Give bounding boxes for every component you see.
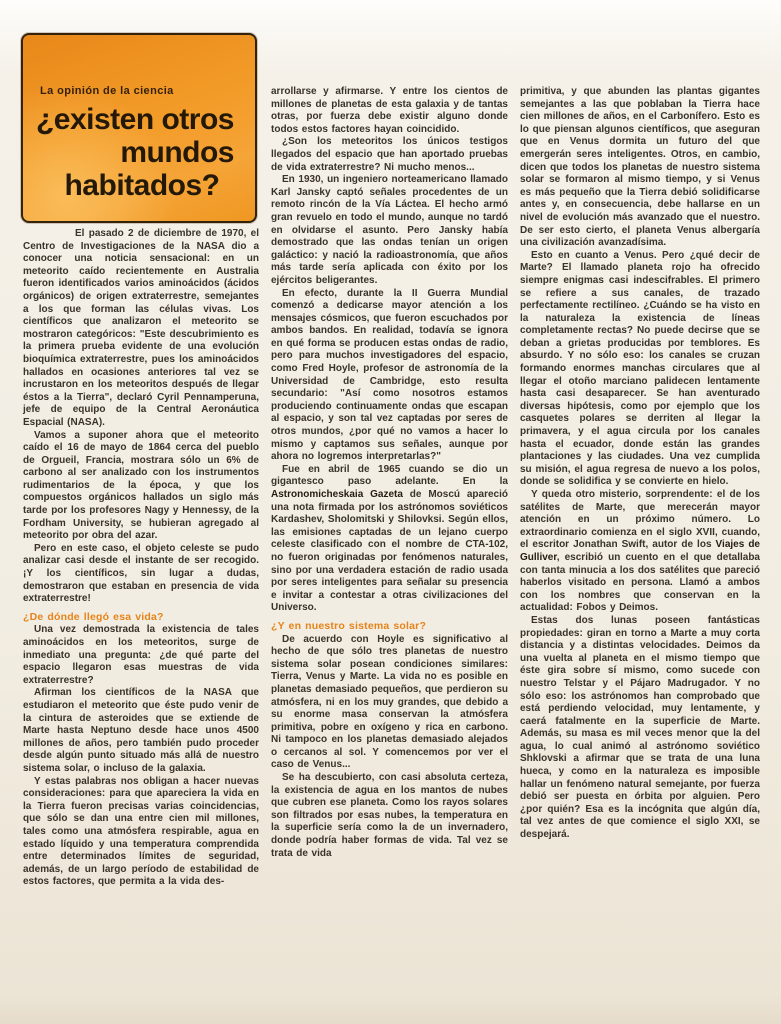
paragraph: Una vez demostrada la existencia de tales aminoácidos en los meteoritos, surge de inmediato una pregunta: ¿de qué parte del espacio llegaron esas muestras de vida extraterrestre? [23, 624, 259, 686]
kicker: La opinión de la ciencia [40, 85, 174, 97]
section-heading-solar-system: ¿Y en nuestro sistema solar? [271, 619, 427, 632]
article-title-line-2: mundos [120, 136, 234, 169]
article-title [23, 103, 255, 202]
article-title-line-1: ¿existen otros [35, 103, 234, 136]
paragraph-text: Y queda otro misterio, sorprendente: el de los satélites de Marte, que merecerán mayor atención en un próximo número. Lo extraordinario comienza en el siglo XVII, cuando, el escritor Jonathan Swift, autor de los [520, 489, 760, 551]
paragraph-text: de Moscú apareció una nota firmada por los astrónomos soviéticos Kardashev, Sholomitski y Shilovksi. Según ellos, las emisiones captadas de un lejano cuerpo celeste clasificado con el nombre de CTA-102, no fueron originadas por fenómenos naturales, sino por una verdadera estación de radio usada por seres inteligentes para señalar su presencia e invitar a contestar a otras civilizaciones del Universo. [271, 489, 508, 614]
paragraph: Esto en cuanto a Venus. Pero ¿qué decir de Marte? El llamado planeta rojo ha ofrecido siempre enigmas casi indescifrables. El primero se refiere a sus canales, de trazado perfectamente rectilíneo. ¿Cuándo se ha visto en la naturaleza la existencia de líneas completamente rectas? No puede decirse que se deban a grietas producidas por temblores. Es absurdo. Y no sólo eso: los canales se cruzan formando enormes manchas circulares que al llegar el otoño marciano palidecen lentamente hasta casi desaparecer. Se han aventurado diversas hipótesis, como por ejemplo que los casquetes polares se derriten al llegar la primavera, y el agua circula por los canales hasta el ecuador, donde están las grandes plantaciones y las ciudades. Una vez cumplida su misión, el agua regresa de nuevo a los polos, donde se solidifica y se convierte en hielo. [520, 249, 760, 488]
paragraph: Pero en este caso, el objeto celeste se pudo analizar casi desde el instante de ser recogido. ¡Y los científicos, sin lugar a dudas, demostraron que estaban en presencia de vida extraterrestre! [23, 542, 259, 605]
paragraph: El pasado 2 de diciembre de 1970, el Centro de Investigaciones de la NASA dio a conocer una noticia sensacional: en un meteorito caído recientemente en Australia fueron identificados varios aminoácidos (ácidos orgánicos) de origen extraterrestre, semejantes a los que forman las células vivas. Los científicos que analizaron el meteorito se mostraron categóricos: "Este descubrimiento es la primera prueba evidente de una evolución bioquímica extraterrestre, pues los aminoácidos hallados en ocasiones anteriores tal vez se incrustaron en los meteoritos después de llegar éstos a la Tierra", declaró Cyril Pennamperuna, jefe de equipo de la Central Aeronáutica Espacial (NASA). [23, 228, 259, 428]
text-column-2 [271, 86, 508, 860]
paragraph: ¿Son los meteoritos los únicos testigos llegados del espacio que han aportado pruebas de vida extraterrestre? Ni mucho menos... [271, 136, 508, 173]
paragraph: En efecto, durante la II Guerra Mundial comenzó a dedicarse mayor atención a los mensajes cósmicos, que fueron escuchados por ambos bandos. En realidad, todavía se ignora en qué forma se producen estas ondas de radio, pero para muchos investigadores del espacio, como Fred Hoyle, profesor de astronomía de la Universidad de Cambridge, esto resulta secundario: "Así como nosotros estamos produciendo continuamente ondas que escapan al espacio, y son tal vez captadas por seres de otros mundos, ¿por qué no vamos a hacer lo mismo y captamos sus señales, aunque por ahora no logremos interpretarlas?" [271, 287, 508, 463]
text-column-1 [23, 228, 259, 889]
paragraph: arrollarse y afirmarse. Y entre los cientos de millones de planetas de esta galaxia y de tantas otras, por fuerza debe existir alguno donde todos estos factores hayan coincidido. [271, 86, 508, 135]
text-column-3 [520, 86, 760, 842]
article-title-line-3: habitados? [64, 169, 220, 202]
paragraph: primitiva, y que abunden las plantas gigantes semejantes a las que poblaban la Tierra hace cien millones de años, en el Carbonífero. Esto es lo que piensan algunos científicos, que aseguran que en Venus dormita un futuro del que emergerán seres inteligentes. Otros, en cambio, dicen que todos los planetas de nuestro sistema solar se formaron al mismo tiempo, y si Venus es más pequeño que la Tierra debió solidificarse antes y, en consecuencia, debe hallarse en un nivel de evolución más avanzado que el nuestro. De ser esto cierto, el planeta Venus albergaría una civilización avanzadísima. [520, 86, 760, 249]
paragraph-text: , escribió un cuento en el que detallaba con tanta minucia a los dos satélites que pareció haberlos visitado en persona. Llamó a ambos con los nombres que conservan en la actualidad: Fobos y Deimos. [520, 551, 760, 614]
paragraph: De acuerdo con Hoyle es significativo al hecho de que sólo tres planetas de nuestro sistema solar posean condiciones similares: Tierra, Venus y Marte. La vida no es posible en planetas demasiado pequeños, que perdieron su atmósfera, ni en los muy grandes, que debido a su enorme masa conservan la atmósfera primitiva, pobre en oxígeno y rica en carbono. Ni tampoco en los planetas demasiado alejados o cercanos al sol. Y comencemos por ver el caso de Venus... [271, 633, 508, 771]
publication-title: Astronomicheskaia Gazeta [271, 489, 403, 500]
title-box [21, 33, 257, 223]
paragraph: Y estas palabras nos obligan a hacer nuevas consideraciones: para que apareciera la vida en la Tierra fueron precisas varias coincidencias, que sólo se dan una entre cien mil millones, tales como una atmósfera respirable, agua en estado líquido y una temperatura comprendida entre determinados límites de seguridad, además, de un largo período de estabilidad de estos factores, que permita a la vida des- [23, 775, 259, 888]
book-title: Viajes de Gulliver [520, 539, 760, 563]
paragraph: Vamos a suponer ahora que el meteorito caído el 16 de mayo de 1864 cerca del pueblo de Orgueil, Francia, mostrara sólo un 6% de carbono al ser analizado con los instrumentos rudimentarios de la época, y que los compuestos orgánicos hallados un siglo más tarde por los profesores Nagy y Hennessy, de la Fordham University, se hubieran agregado al meteorito por obra del azar. [23, 429, 259, 542]
paragraph-text: Fue en abril de 1965 cuando se dio un gigantesco paso adelante. En la [271, 463, 508, 488]
section-heading-origin-of-life: ¿De dónde llegó esa vida? [23, 610, 164, 623]
paragraph: Estas dos lunas poseen fantásticas propiedades: giran en torno a Marte a muy corta distancia y a distintas velocidades. Deimos da una vuelta al planeta en el mismo tiempo que éste gira sobre sí mismo, como sucede con nuestro Telstar y el Pájaro Madrugador. Y no sólo eso: los astrónomos han comprobado que está perdiendo velocidad, muy lentamente, y caerá fatalmente en la superficie de Marte. Además, su masa es mil veces menor que la del agua, lo cual animó al astrónomo soviético Shklovski a afirmar que se trata de una luna hueca, y como en la naturaleza es imposible hallar un fenómeno natural semejante, por fuerza debió ser puesta en órbita por alguien. Pero ¿por quién? Esa es la incógnita que algún día, tal vez antes de que comience el siglo XXI, se despejará. [520, 614, 760, 841]
paragraph [271, 464, 508, 615]
paragraph: Se ha descubierto, con casi absoluta certeza, la existencia de agua en los mantos de nubes que cubren ese planeta. Como los rayos solares son filtrados por esas nubes, la temperatura en la superficie sería como la de un invernadero, donde podría haber formas de vida. Tal vez se trata de vida [271, 772, 508, 859]
paragraph [520, 489, 760, 615]
paragraph: Afirman los científicos de la NASA que estudiaron el meteorito que éste pudo venir de la cintura de asteroides que se extiende de Marte hasta Neptuno desde hace unos 4500 millones de años, pero también pudo proceder desde algún punto situado más allá de nuestro sistema solar, o incluso de la galaxia. [23, 687, 259, 774]
paragraph: En 1930, un ingeniero norteamericano llamado Karl Jansky captó señales procedentes de un remoto rincón de la Vía Láctea. El hecho armó gran revuelo en todo el mundo, aunque no tardó en olvidarse el asunto. Pero Jansky había demostrado que las ondas tenían un origen galáctico: y nació la radioastronomía, que años más tarde sería aplicada con éxito por los ejércitos beligerantes. [271, 174, 508, 286]
